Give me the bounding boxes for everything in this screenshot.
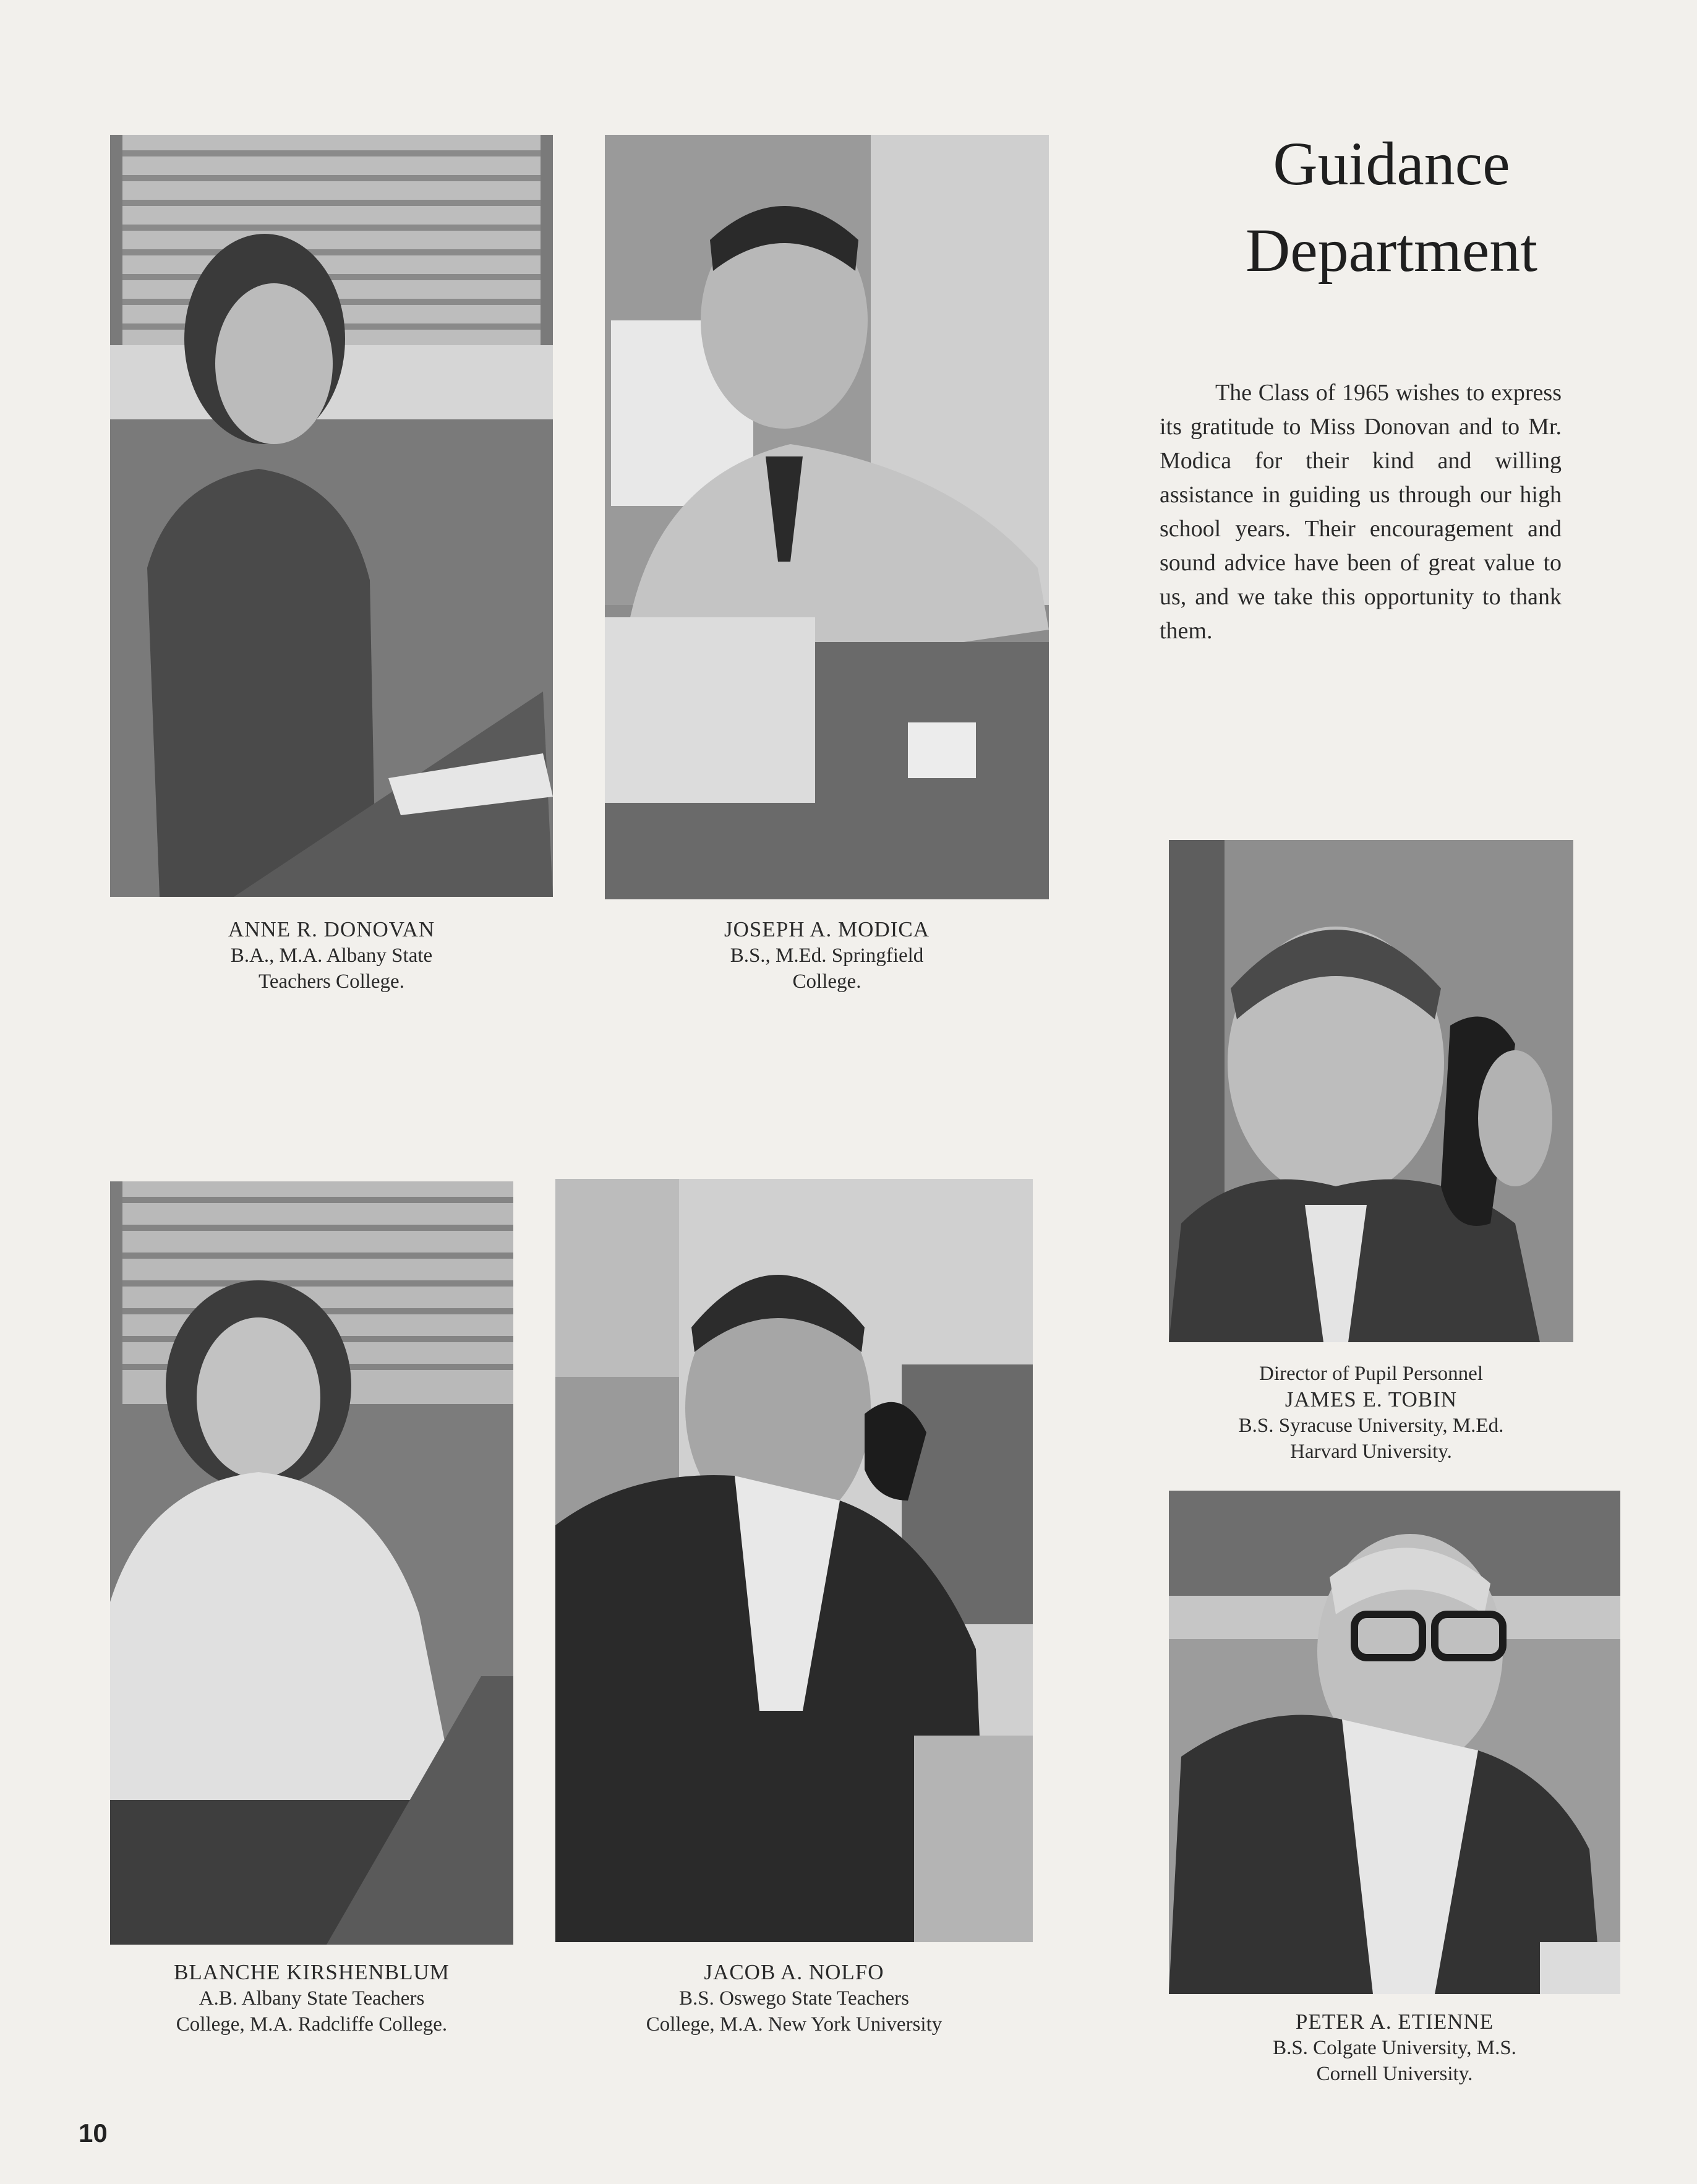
page-title-line-2: Department	[1245, 216, 1538, 285]
photo-kirshenblum-image	[110, 1181, 513, 1945]
photo-tobin-image	[1169, 840, 1573, 1342]
staff-degree-line-2: Teachers College.	[259, 970, 404, 993]
staff-degree-line-1: B.S., M.Ed. Springfield	[730, 944, 924, 967]
staff-degree-line-2: College.	[792, 970, 861, 993]
staff-name: JOSEPH A. MODICA	[724, 917, 930, 941]
staff-degree-line-2: Harvard University.	[1290, 1441, 1452, 1463]
staff-degree-line-2: Cornell University.	[1316, 2063, 1473, 2085]
staff-degree-line-2: College, M.A. New York University	[646, 2013, 943, 2036]
photo-donovan	[110, 135, 553, 897]
caption-nolfo	[555, 1959, 1033, 2037]
staff-degree-line-1: B.S. Syracuse University, M.Ed.	[1238, 1415, 1504, 1437]
photo-donovan-image	[110, 135, 553, 897]
staff-degree-line-1: A.B. Albany State Teachers	[199, 1987, 425, 2010]
photo-modica-image	[605, 135, 1049, 899]
page-title	[1150, 121, 1633, 294]
staff-name: JAMES E. TOBIN	[1285, 1387, 1458, 1411]
staff-degree-line-1: B.S. Colgate University, M.S.	[1273, 2037, 1516, 2059]
staff-title: Director of Pupil Personnel	[1259, 1363, 1484, 1385]
page-number: 10	[79, 2118, 108, 2148]
caption-kirshenblum	[110, 1959, 513, 2037]
photo-nolfo-image	[555, 1179, 1033, 1942]
caption-donovan	[110, 917, 553, 995]
caption-etienne	[1169, 2009, 1620, 2087]
caption-modica	[605, 917, 1049, 995]
caption-tobin	[1169, 1361, 1573, 1465]
staff-name: BLANCHE KIRSHENBLUM	[174, 1960, 450, 1984]
photo-tobin	[1169, 840, 1573, 1342]
staff-degree-line-1: B.A., M.A. Albany State	[230, 944, 433, 967]
staff-name: ANNE R. DONOVAN	[228, 917, 435, 941]
photo-modica	[605, 135, 1049, 899]
staff-name: JACOB A. NOLFO	[704, 1960, 884, 1984]
staff-degree-line-1: B.S. Oswego State Teachers	[679, 1987, 909, 2010]
photo-kirshenblum	[110, 1181, 513, 1945]
photo-etienne	[1169, 1491, 1620, 1994]
photo-nolfo	[555, 1179, 1033, 1942]
page-title-line-1: Guidance	[1273, 129, 1510, 198]
intro-paragraph: The Class of 1965 wishes to express its gratitude to Miss Donovan and to Mr. Modica for their kind and willing assistance in guiding us through our high school years. Their encouragement and sound advice have been of great value to us, and we take this opportunity to thank them.	[1160, 380, 1562, 644]
photo-etienne-image	[1169, 1491, 1620, 1994]
staff-degree-line-2: College, M.A. Radcliffe College.	[176, 2013, 448, 2036]
staff-name: PETER A. ETIENNE	[1295, 2010, 1494, 2034]
